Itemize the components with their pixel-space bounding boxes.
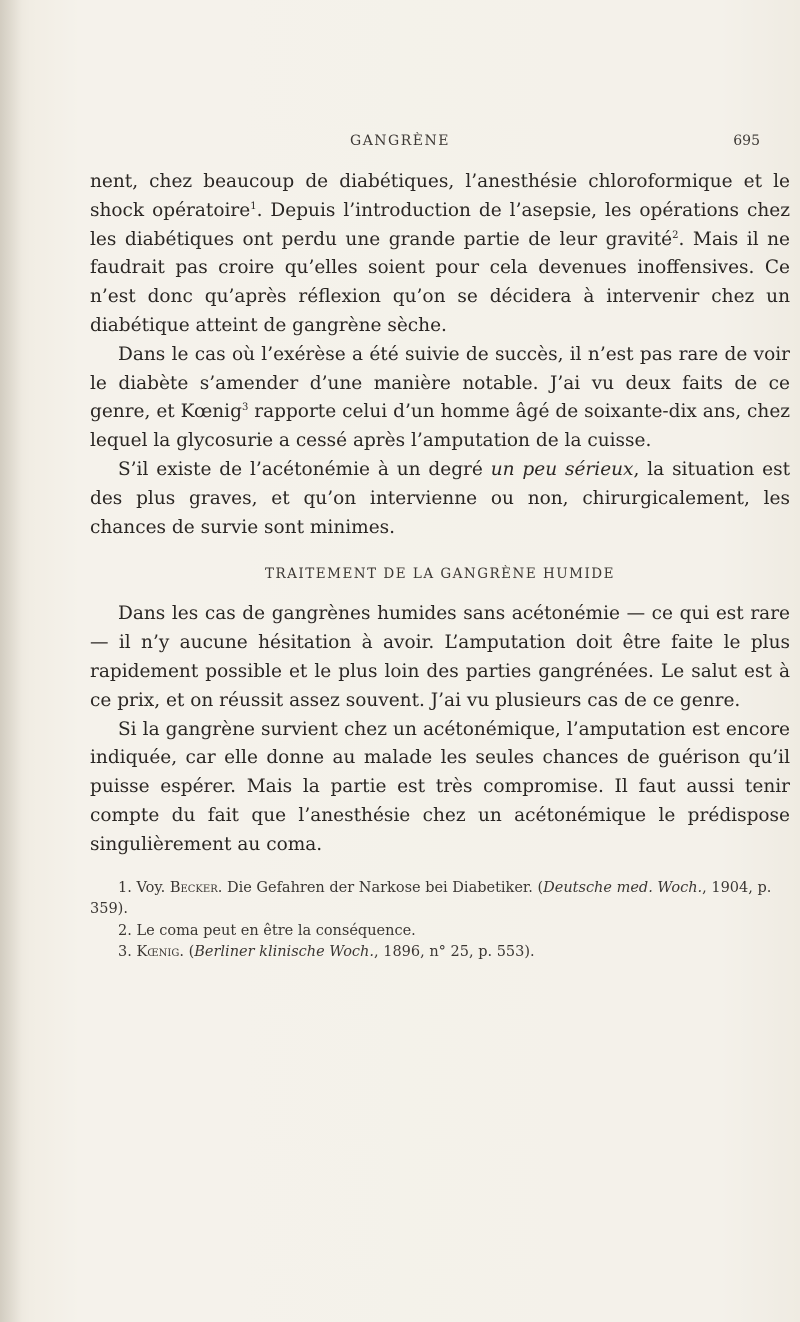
text-run: , la situation est des plus graves, et qu’on intervienne ou non, chirurgicalement, les chances de survie sont minimes.: [90, 458, 791, 538]
binding-shadow: [0, 0, 22, 1322]
author-name: Becker: [169, 879, 218, 896]
text-run: , 1896, n° 25, p. 553).: [374, 944, 535, 961]
author-name: Kœnig: [136, 944, 180, 961]
text-run: rapporte celui d’un homme âgé de soixante-dix ans, chez lequel la glycosurie a cessé après l’amputation de la cuisse.: [90, 401, 791, 452]
paragraph-3: [90, 456, 790, 542]
running-title: GANGRÈNE: [350, 133, 450, 149]
footnote-ref-1: 1: [250, 200, 257, 212]
paragraph-5: [90, 716, 790, 860]
text-run: 3.: [118, 944, 137, 961]
text-run: 1. Voy.: [118, 879, 170, 896]
footnote-ref-3: 3: [241, 402, 249, 414]
text-run: . Die Gefahren der Narkose bei Diabetiker. (: [217, 879, 544, 896]
emphasis: un peu sérieux: [490, 458, 634, 480]
paragraph-4: [90, 600, 790, 715]
journal-title: Deutsche med. Woch.: [543, 879, 703, 896]
footnotes: [90, 878, 790, 964]
text-run: Si la gangrène survient chez un acétonémique, l’amputation est encore indiquée, car elle donne au malade les seules chances de guérison qu’il puisse espérer. Mais la partie est très compromise. Il faut aussi tenir compte du fait que l’anesthésie chez un acétonémique le prédispose singulièrement au coma.: [90, 718, 790, 855]
footnote-1: [90, 878, 790, 921]
text-run: , 1904, p. 359).: [90, 879, 772, 918]
paragraph-2: [90, 341, 790, 456]
journal-title: Berliner klinische Woch.: [194, 944, 374, 961]
body-text: [90, 168, 790, 964]
text-run: S’il existe de l’acétonémie à un degré: [118, 458, 491, 480]
text-run: 2. Le coma peut en être la conséquence.: [118, 922, 416, 939]
text-run: Dans le cas où l’exérèse a été suivie de succès, il n’est pas rare de voir le diabète s’amender d’une manière notable. J’ai vu deux faits de ce genre, et Kœnig: [90, 343, 790, 423]
running-head: [0, 133, 800, 157]
text-run: . (: [179, 944, 195, 961]
text-run: Dans les cas de gangrènes humides sans acétonémie — ce qui est rare — il n’y aucune hésitation à avoir. L’amputation doit être faite le plus rapidement possible et le plus loin des parties gangrénées. Le salut est à ce prix, et on réussit assez souvent. J’ai vu plusieurs cas de ce genre.: [90, 603, 790, 711]
paragraph-1: [90, 168, 790, 341]
page-number: 695: [733, 133, 760, 149]
footnote-2: [90, 921, 790, 943]
footnote-ref-2: 2: [672, 229, 679, 241]
text-run: . Mais il ne faudrait pas croire qu’elles soient pour cela devenues inoffensives. Ce n’est donc qu’après réflexion qu’on se décidera à intervenir chez un diabétique atteint de gangrène sèche.: [90, 228, 790, 336]
footnote-3: [90, 942, 790, 964]
section-heading: TRAITEMENT DE LA GANGRÈNE HUMIDE: [265, 566, 615, 583]
text-run: nent, chez beaucoup de diabétiques, l’anesthésie chloroformique et le shock opératoire: [90, 171, 790, 221]
text-run: . Depuis l’introduction de l’asepsie, les opérations chez les diabétiques ont perdu une grande partie de leur gravité: [90, 199, 790, 250]
